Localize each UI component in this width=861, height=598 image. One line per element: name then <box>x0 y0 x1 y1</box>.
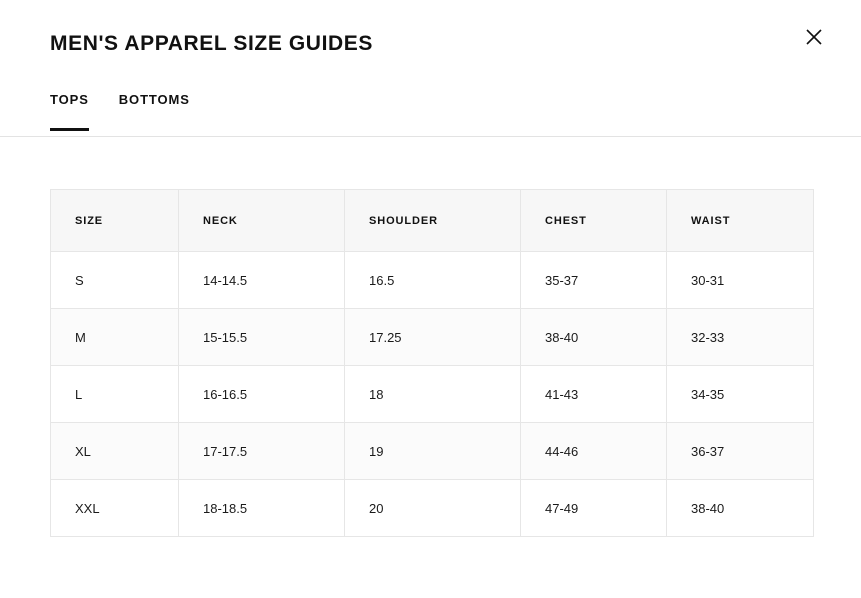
cell-waist: 34-35 <box>667 366 814 423</box>
size-table-container <box>0 137 861 537</box>
cell-neck: 15-15.5 <box>179 309 345 366</box>
cell-waist: 38-40 <box>667 480 814 537</box>
cell-size: XXL <box>51 480 179 537</box>
cell-neck: 17-17.5 <box>179 423 345 480</box>
tab-bottoms[interactable]: BOTTOMS <box>119 92 190 123</box>
cell-shoulder: 20 <box>345 480 521 537</box>
page-title: MEN'S APPAREL SIZE GUIDES <box>50 32 373 55</box>
cell-waist: 32-33 <box>667 309 814 366</box>
tab-tops[interactable]: TOPS <box>50 92 89 123</box>
table-row <box>51 309 814 366</box>
cell-neck: 18-18.5 <box>179 480 345 537</box>
cell-size: XL <box>51 423 179 480</box>
close-icon-glyph <box>804 27 824 47</box>
cell-chest: 35-37 <box>521 252 667 309</box>
cell-chest: 41-43 <box>521 366 667 423</box>
table-row <box>51 252 814 309</box>
cell-chest: 47-49 <box>521 480 667 537</box>
column-header-shoulder: SHOULDER <box>345 190 521 252</box>
cell-shoulder: 16.5 <box>345 252 521 309</box>
cell-chest: 38-40 <box>521 309 667 366</box>
size-chart-table <box>50 189 814 537</box>
cell-chest: 44-46 <box>521 423 667 480</box>
column-header-chest: CHEST <box>521 190 667 252</box>
cell-neck: 14-14.5 <box>179 252 345 309</box>
cell-size: M <box>51 309 179 366</box>
cell-size: L <box>51 366 179 423</box>
cell-waist: 36-37 <box>667 423 814 480</box>
cell-shoulder: 19 <box>345 423 521 480</box>
cell-neck: 16-16.5 <box>179 366 345 423</box>
tabs <box>50 92 811 136</box>
table-header <box>51 190 814 252</box>
column-header-neck: NECK <box>179 190 345 252</box>
table-row <box>51 480 814 537</box>
close-icon[interactable] <box>799 22 829 52</box>
column-header-size: SIZE <box>51 190 179 252</box>
cell-size: S <box>51 252 179 309</box>
column-header-waist: WAIST <box>667 190 814 252</box>
table-row <box>51 366 814 423</box>
tab-bar <box>0 92 861 137</box>
cell-shoulder: 18 <box>345 366 521 423</box>
cell-shoulder: 17.25 <box>345 309 521 366</box>
cell-waist: 30-31 <box>667 252 814 309</box>
table-header-row <box>51 190 814 252</box>
table-body <box>51 252 814 537</box>
modal-header <box>0 0 861 56</box>
table-row <box>51 423 814 480</box>
